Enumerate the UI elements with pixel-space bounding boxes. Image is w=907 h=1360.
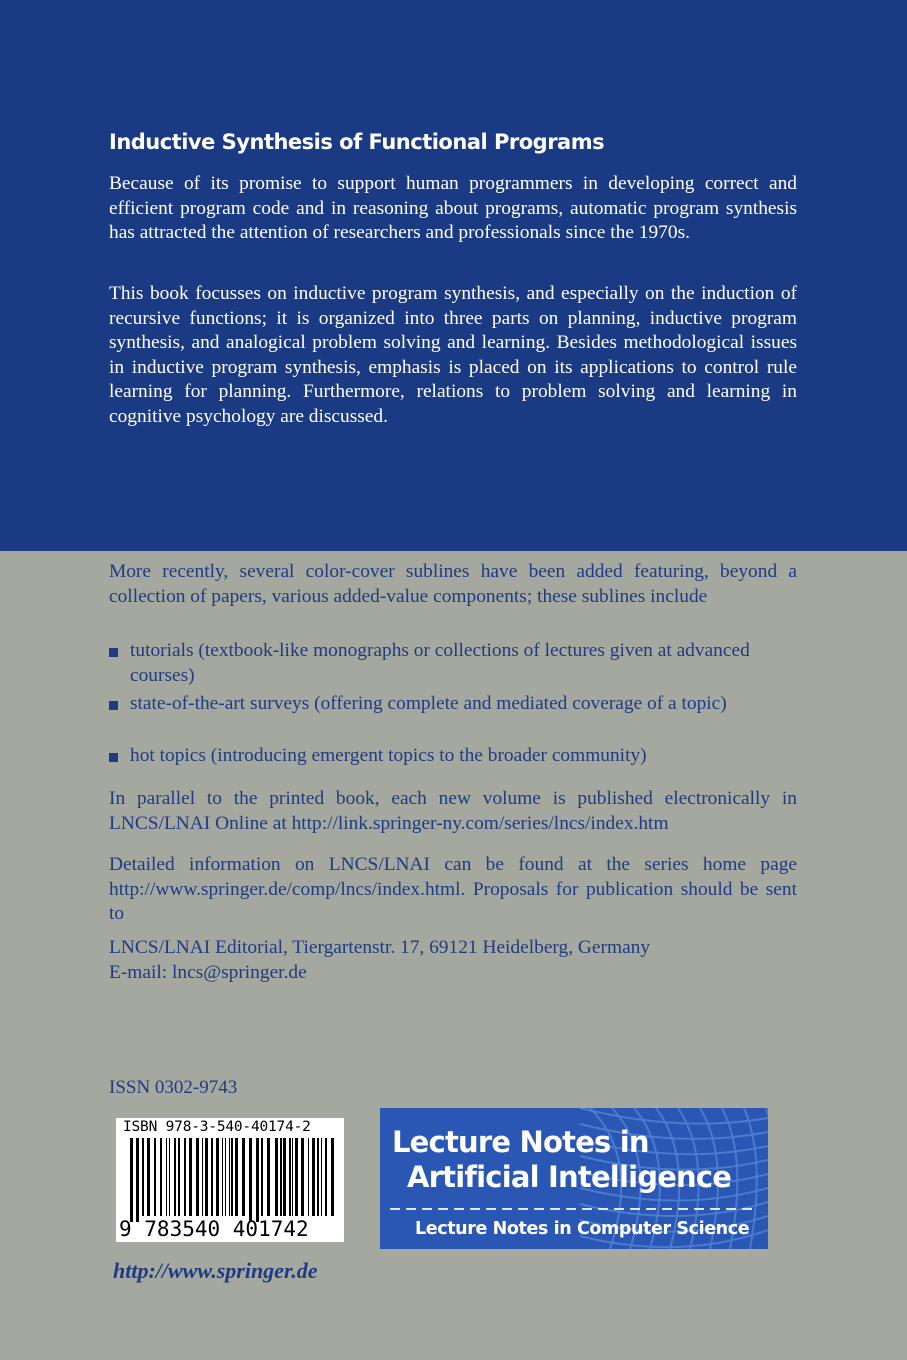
isbn-barcode [116,1118,344,1242]
logo-title-line-2: Artificial Intelligence [407,1160,732,1194]
logo-divider [390,1208,758,1210]
bullet-square-icon [109,753,118,762]
book-title: Inductive Synthesis of Functional Programs [109,130,605,154]
bullet-square-icon [109,701,118,710]
series-intro: More recently, several color-cover sublines have been added featuring, beyond a collection of papers, various added-value components; these sublines include [109,561,797,607]
lnai-series-logo [380,1108,768,1249]
editorial-email: E-mail: lncs@springer.de [109,962,307,983]
logo-subtitle: Lecture Notes in Computer Science [415,1219,750,1239]
list-item-text: hot topics (introducing emergent topics to the broader community) [130,745,647,766]
info-paragraph: Detailed information on LNCS/LNAI can be found at the series home page http://www.springer.de/comp/lncs/index.html. Proposals for publication should be sent to [109,854,797,925]
blurb-paragraph-2: This book focusses on inductive program synthesis, and especially on the induction of recursive functions; it is organized into three parts on planning, inductive program synthesis, and analogical problem solving and learning. Besides methodological issues in inductive program synthesis, emphasis is placed on its applications to control rule learning for planning. Furthermore, relations to problem solving and learning in cognitive psychology are discussed. [109,283,797,427]
list-item-text: state-of-the-art surveys (offering complete and mediated coverage of a topic) [130,693,727,714]
online-paragraph: In parallel to the printed book, each new volume is published electronically in LNCS/LNAI Online at http://link.springer-ny.com/series/lncs/index.htm [109,788,797,834]
issn: ISSN 0302-9743 [109,1077,238,1098]
bullet-square-icon [109,648,118,657]
blurb-paragraph-1: Because of its promise to support human programmers in developing correct and efficient program code and in reasoning about programs, automatic program synthesis has attracted the attention of researchers and professionals since the 1970s. [109,173,797,244]
logo-title-line-1: Lecture Notes in [392,1125,649,1159]
editorial-address: LNCS/LNAI Editorial, Tiergartenstr. 17, 69121 Heidelberg, Germany [109,937,651,958]
isbn-label: ISBN 978-3-540-40174-2 [123,1119,311,1135]
list-item-text: tutorials (textbook-like monographs or collections of lectures given at advanced courses) [130,640,750,686]
barcode-digits: 9 783540 401742 [119,1217,309,1241]
back-cover-top-panel [0,0,907,551]
publisher-website: http://www.springer.de [113,1258,318,1283]
